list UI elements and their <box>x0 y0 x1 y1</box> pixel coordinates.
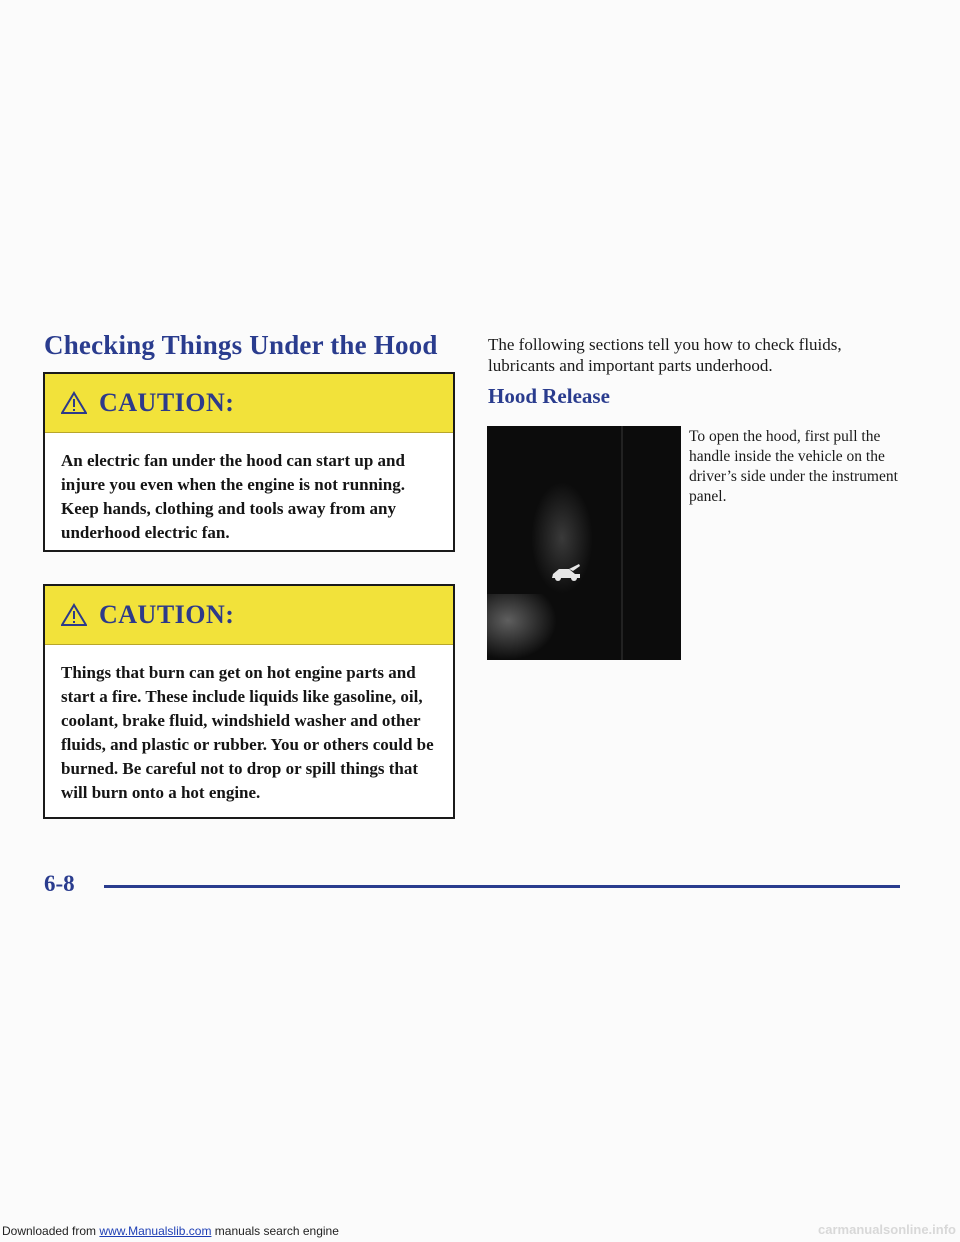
caution-label: CAUTION: <box>99 600 235 629</box>
caution-text: Things that burn can get on hot engine parts and start a fire. These include liquids like gasoline, oil, coolant, brake fluid, windshield washer and other fluids, and plastic or rubber. You or others could be burned. Be careful not to drop or spill things that will burn onto a hot engine. <box>61 663 434 802</box>
footer-prefix: Downloaded from <box>2 1224 97 1238</box>
caution-header <box>45 586 453 645</box>
page-number: 6-8 <box>44 871 75 896</box>
manualslib-link[interactable]: www.Manualslib.com <box>99 1224 212 1238</box>
section-title: Checking Things Under the Hood <box>44 330 438 360</box>
caution-box-fire-hazard <box>43 584 455 819</box>
page-rule <box>104 885 900 888</box>
photo-highlight <box>487 594 557 660</box>
car-hood-open-icon <box>549 562 583 582</box>
photo-panel-edge <box>621 426 623 660</box>
warning-triangle-icon <box>61 603 87 627</box>
intro-paragraph: The following sections tell you how to check fluids, lubricants and important parts underhood. <box>488 335 842 375</box>
watermark: carmanualsonline.info <box>818 1222 956 1237</box>
download-footer <box>2 1224 339 1238</box>
hood-release-photo <box>487 426 681 660</box>
caution-text: An electric fan under the hood can start up and injure you even when the engine is not running. Keep hands, clothing and tools away from any underhood electric fan. <box>61 451 405 542</box>
warning-triangle-icon <box>61 391 87 415</box>
hood-release-heading: Hood Release <box>488 384 610 408</box>
caution-box-electric-fan <box>43 372 455 552</box>
footer-suffix: manuals search engine <box>214 1224 339 1238</box>
caution-label: CAUTION: <box>99 388 235 417</box>
hood-release-text: To open the hood, first pull the handle inside the vehicle on the driver’s side under the instrument panel. <box>689 428 898 505</box>
caution-header <box>45 374 453 433</box>
